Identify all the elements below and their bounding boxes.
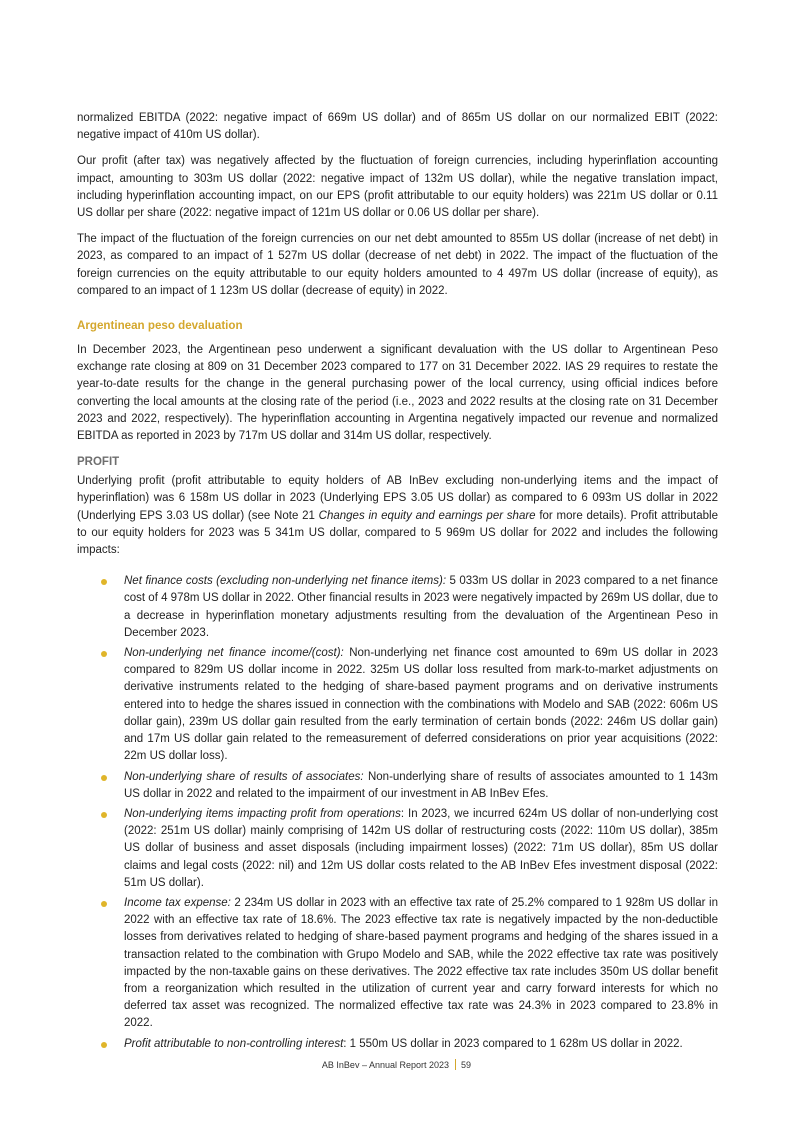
paragraph-ebitda-impact: normalized EBITDA (2022: negative impact of 669m US dollar) and of 865m US dollar on our normalized EBIT (2022: negative impact of 410m US dollar). [77, 112, 718, 142]
list-item-associates [77, 769, 718, 803]
bullet-dot-icon [101, 579, 107, 585]
list-item-text: : In 2023, we incurred 624m US dollar of non-underlying cost (2022: 251m US dollar) mainly comprising of 142m US dollar of restructuring costs (2022: 110m US dollar), 385m US dollar of business and asset disposals (including impairment losses) (2022: 71m US dollar), 85m US dollar claims and legal costs (2022: nil) and 12m US dollar costs related to the AB InBev Efes investment disposal (2022: 51m US dollar). [124, 807, 718, 889]
page-content [77, 110, 718, 1056]
argentinean-peso-heading: Argentinean peso devaluation [77, 319, 243, 333]
paragraph-profit-currency: Our profit (after tax) was negatively affected by the fluctuation of foreign currencies, including hyperinflation accounting impact, amounting to 303m US dollar (2022: negative impact of 132m US dollar), while the negative translation impact, including hyperinflation accounting impact, on our EPS (profit attributable to our equity holders) was 221m US dollar or 0.11 US dollar per share (2022: negative impact of 121m US dollar or 0.06 US dollar per share). [77, 155, 718, 220]
profit-heading: PROFIT [77, 456, 120, 469]
list-item-text: Non-underlying net finance cost amounted to 69m US dollar in 2023 compared to 829m US dollar income in 2022. 325m US dollar loss resulted from mark-to-market adjustments on derivative instruments related to the hedging of share-based payment programs and on derivative instruments entered into to hedge the shares issued in connection with the combinations with Modelo and SAB (2022: 606m US dollar gain), 239m US dollar gain resulted from the early termination of certain bonds (2022: 246m US dollar gain) and 17m US dollar gain related to the remeasurement of deferred considerations on prior year acquisitions (2022: 22m US dollar loss). [124, 647, 718, 763]
list-item-text: 2 234m US dollar in 2023 with an effective tax rate of 25.2% compared to 1 928m US dollar in 2022 with an effective tax rate of 18.6%. The 2023 effective tax rate is negatively impacted by the non-deductible losses from derivatives related to hedging of share-based payment programs and hedging of the shares issued in a transaction related to the combination with Grupo Modelo and SAB, while the 2022 effective tax rate was positively impacted by the non-taxable gains on these derivatives. The 2022 effective tax rate includes 350m US dollar benefit from a reorganization which resulted in the utilization of current year and carry forward interests for which no deferred tax asset was recognized. The normalized effective tax rate was 24.3% in 2023 compared to 23.8% in 2022. [124, 896, 718, 1030]
underlying-profit-text-1: Underlying profit (profit attributable to equity holders of AB InBev excluding non-underlying items and the impact of hyperinflation) was 6 158m US dollar in 2023 (Underlying EPS 3.05 US dollar) as compared to 6 093m US dollar in 2022 (Underlying EPS 3.03 US dollar) (see Note 21 [77, 475, 718, 522]
list-item-term: Income tax expense: [124, 896, 231, 909]
list-item-net-finance-costs [77, 573, 718, 642]
list-item-text: 5 033m US dollar in 2023 compared to a net finance cost of 4 978m US dollar in 2022. Other financial results in 2023 were negatively impacted by 269m US dollar, due to a decrease in hyperinflation monetary adjustments resulting from the devaluation of the Argentinean Peso in December 2023. [124, 575, 718, 639]
bullet-dot-icon [101, 775, 107, 781]
note-reference: Changes in equity and earnings per share [318, 509, 536, 522]
bullet-dot-icon [101, 812, 107, 818]
list-item-term: Net finance costs (excluding non-underlying net finance items): [124, 575, 447, 588]
list-item-term: Non-underlying share of results of associates: [124, 770, 364, 783]
list-item-term: Profit attributable to non-controlling interest [124, 1037, 344, 1050]
list-item-text: Non-underlying share of results of associates amounted to 1 143m US dollar in 2022 and related to the impairment of our investment in AB InBev Efes. [124, 770, 718, 800]
list-item-term: Non-underlying net finance income/(cost): [124, 647, 344, 660]
footer-separator [455, 1059, 456, 1070]
list-item-text: : 1 550m US dollar in 2023 compared to 1 628m US dollar in 2022. [343, 1037, 683, 1050]
paragraph-argentinean-peso: In December 2023, the Argentinean peso underwent a significant devaluation with the US dollar to Argentinean Peso exchange rate closing at 809 on 31 December 2023 compared to 177 on 31 December 2022. IAS 29 requires to restate the year-to-date results for the change in the general purchasing power of the local currency, using official indices before converting the local amounts at the closing rate of the period (i.e., 2023 and 2022 results at the closing rate on 31 December 2023 and 2022, respectively). The hyperinflation accounting in Argentina negatively impacted our revenue and normalized EBITDA as reported in 2023 by 717m US dollar and 314m US dollar, respectively. [77, 344, 718, 443]
list-item-term: Non-underlying items impacting profit from operations [124, 807, 401, 820]
page-footer [0, 1059, 793, 1070]
footer-label: AB InBev – Annual Report 2023 [321, 1060, 450, 1070]
list-item-non-underlying-finance [77, 645, 718, 765]
page-number: 59 [461, 1060, 472, 1070]
paragraph-net-debt-impact: The impact of the fluctuation of the foreign currencies on our net debt amounted to 855m US dollar (increase of net debt) in 2023, as compared to an impact of 1 527m US dollar (decrease of net debt) in 2022. The impact of the fluctuation of the foreign currencies on the equity attributable to our equity holders amounted to 4 497m US dollar (increase of equity), as compared to an impact of 1 123m US dollar (decrease of equity) in 2022. [77, 233, 718, 297]
impacts-list [77, 573, 718, 1052]
list-item-non-controlling-interest [77, 1036, 718, 1053]
list-item-non-underlying-operations [77, 806, 718, 892]
list-item-income-tax [77, 895, 718, 1033]
bullet-dot-icon [101, 901, 107, 907]
underlying-profit-text-2: for more details). Profit attributable to our equity holders for 2023 was 5 341m US dollar, compared to 5 969m US dollar for 2022 and includes the following impacts: [77, 509, 718, 557]
paragraph-underlying-profit [77, 473, 718, 559]
bullet-dot-icon [101, 651, 107, 657]
bullet-dot-icon [101, 1042, 107, 1048]
